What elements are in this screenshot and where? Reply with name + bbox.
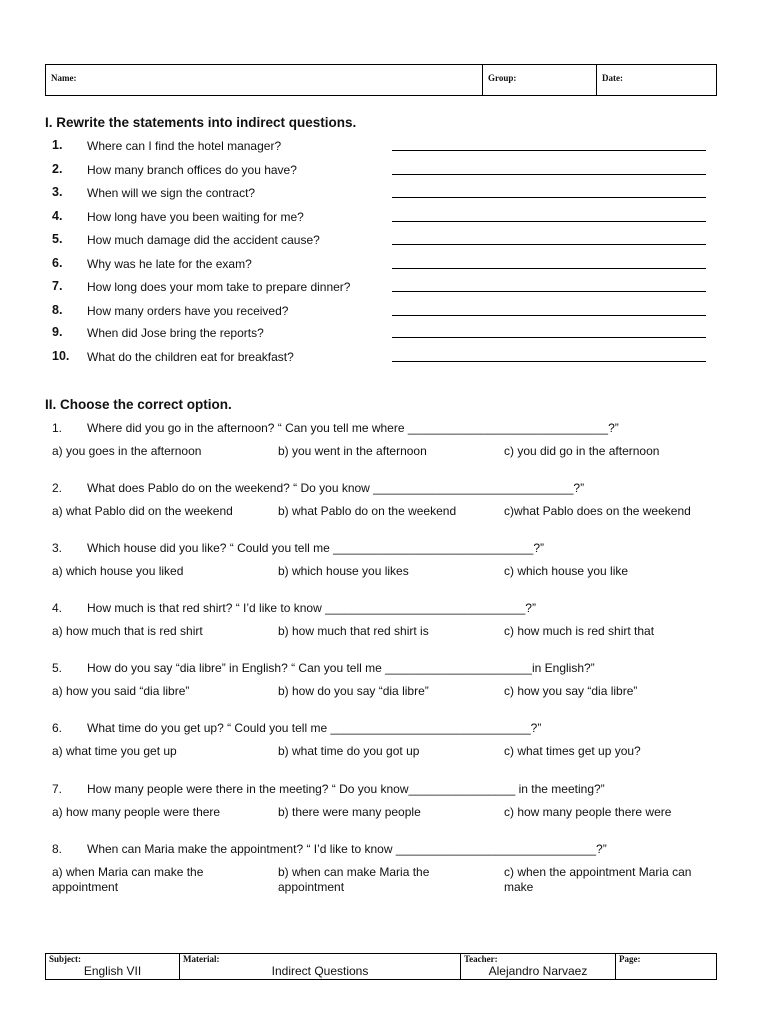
subject-label: Subject: bbox=[49, 954, 81, 964]
date-label: Date: bbox=[602, 73, 623, 83]
question-number: 6. bbox=[52, 255, 63, 270]
answer-line[interactable] bbox=[392, 268, 706, 269]
question-number: 4. bbox=[52, 601, 63, 615]
answer-line[interactable] bbox=[392, 361, 706, 362]
question-number: 1. bbox=[52, 421, 63, 435]
question-stem: When can Maria make the appointment? “ I’d like to know ______________________________?” bbox=[87, 842, 607, 856]
option-a[interactable]: a) which house you liked bbox=[52, 564, 184, 578]
question-stem: What does Pablo do on the weekend? “ Do you know ______________________________?” bbox=[87, 481, 585, 495]
question-number: 10. bbox=[52, 348, 70, 363]
answer-line[interactable] bbox=[392, 244, 706, 245]
answer-line[interactable] bbox=[392, 150, 706, 151]
question-text: What do the children eat for breakfast? bbox=[87, 349, 294, 364]
page-cell bbox=[616, 954, 716, 979]
question-number: 3. bbox=[52, 541, 63, 555]
question-stem: How do you say “dia libre” in English? “ Can you tell me ______________________in English?” bbox=[87, 661, 595, 675]
material-cell bbox=[180, 954, 461, 979]
page-label: Page: bbox=[619, 954, 641, 964]
question-row bbox=[52, 347, 712, 369]
section-1-title: I. Rewrite the statements into indirect questions. bbox=[45, 115, 357, 130]
question-text: When did Jose bring the reports? bbox=[87, 326, 264, 340]
answer-line[interactable] bbox=[392, 197, 706, 198]
teacher-value: Alejandro Narvaez bbox=[488, 964, 588, 978]
question-row bbox=[52, 136, 712, 158]
answer-line[interactable] bbox=[392, 337, 706, 338]
question-text: How long have you been waiting for me? bbox=[87, 209, 304, 224]
question-text: Why was he late for the exam? bbox=[87, 256, 252, 271]
subject-value: English VII bbox=[83, 964, 142, 978]
date-field[interactable] bbox=[597, 65, 716, 95]
question-number: 1. bbox=[52, 138, 63, 152]
group-label: Group: bbox=[488, 73, 517, 83]
option-c[interactable]: c) which house you like bbox=[504, 564, 629, 578]
footer-info-box bbox=[45, 953, 717, 980]
material-value: Indirect Questions bbox=[271, 964, 369, 978]
subject-cell bbox=[46, 954, 180, 979]
option-a[interactable]: a) when Maria can make the appointment bbox=[52, 865, 204, 894]
question-text: When will we sign the contract? bbox=[87, 186, 256, 200]
question-number: 8. bbox=[52, 302, 63, 317]
teacher-label: Teacher: bbox=[464, 954, 498, 964]
name-label: Name: bbox=[51, 73, 77, 83]
question-number: 9. bbox=[52, 325, 63, 339]
question-stem: What time do you get up? “ Could you tell me ______________________________?” bbox=[87, 721, 542, 735]
option-b[interactable]: b) there were many people bbox=[278, 805, 421, 819]
option-a[interactable]: a) what Pablo did on the weekend bbox=[52, 504, 233, 518]
answer-line[interactable] bbox=[392, 221, 706, 222]
option-c[interactable]: c) when the appointment Maria can make bbox=[504, 865, 692, 894]
question-row bbox=[52, 254, 712, 276]
question-text: How long does your mom take to prepare dinner? bbox=[87, 280, 351, 294]
question-number: 2. bbox=[52, 481, 63, 495]
option-c[interactable]: c) what times get up you? bbox=[504, 744, 641, 758]
question-stem: How many people were there in the meeting? “ Do you know________________ in the meeting?” bbox=[87, 782, 605, 796]
name-field[interactable] bbox=[46, 65, 483, 95]
student-info-box bbox=[45, 64, 717, 96]
option-c[interactable]: c) how many people there were bbox=[504, 805, 672, 819]
question-row bbox=[52, 277, 712, 299]
question-number: 4. bbox=[52, 208, 63, 223]
question-number: 5. bbox=[52, 232, 63, 246]
option-a[interactable]: a) how you said “dia libre” bbox=[52, 684, 190, 698]
option-b[interactable]: b) which house you likes bbox=[278, 564, 409, 578]
question-number: 3. bbox=[52, 185, 63, 199]
question-number: 2. bbox=[52, 161, 63, 176]
question-row bbox=[52, 301, 712, 323]
option-b[interactable]: b) you went in the afternoon bbox=[278, 444, 427, 458]
question-number: 5. bbox=[52, 661, 63, 675]
question-text: How much damage did the accident cause? bbox=[87, 233, 320, 247]
option-b[interactable]: b) what time do you got up bbox=[278, 744, 420, 758]
option-c[interactable]: c)what Pablo does on the weekend bbox=[504, 504, 691, 518]
group-field[interactable] bbox=[483, 65, 597, 95]
option-b[interactable]: b) when can make Maria the appointment bbox=[278, 865, 430, 894]
material-label: Material: bbox=[183, 954, 220, 964]
teacher-cell bbox=[461, 954, 616, 979]
option-c[interactable]: c) how you say “dia libre” bbox=[504, 684, 638, 698]
question-stem: Which house did you like? “ Could you tell me ______________________________?” bbox=[87, 541, 545, 555]
question-stem: How much is that red shirt? “ I’d like to know ______________________________?” bbox=[87, 601, 536, 615]
question-number: 7. bbox=[52, 279, 63, 293]
section-2-title: II. Choose the correct option. bbox=[45, 397, 232, 412]
question-text: How many orders have you received? bbox=[87, 303, 289, 318]
question-row bbox=[52, 323, 712, 345]
question-stem: Where did you go in the afternoon? “ Can you tell me where ______________________________?” bbox=[87, 421, 619, 435]
answer-line[interactable] bbox=[392, 174, 706, 175]
option-a[interactable]: a) how many people were there bbox=[52, 805, 221, 819]
question-row bbox=[52, 230, 712, 252]
question-number: 6. bbox=[52, 721, 63, 735]
option-a[interactable]: a) you goes in the afternoon bbox=[52, 444, 202, 458]
option-a[interactable]: a) how much that is red shirt bbox=[52, 624, 203, 638]
question-row bbox=[52, 207, 712, 229]
option-b[interactable]: b) what Pablo do on the weekend bbox=[278, 504, 457, 518]
question-number: 7. bbox=[52, 782, 63, 796]
question-text: Where can I find the hotel manager? bbox=[87, 139, 282, 153]
option-b[interactable]: b) how much that red shirt is bbox=[278, 624, 429, 638]
question-number: 8. bbox=[52, 842, 63, 856]
question-row bbox=[52, 160, 712, 182]
option-a[interactable]: a) what time you get up bbox=[52, 744, 177, 758]
option-b[interactable]: b) how do you say “dia libre” bbox=[278, 684, 429, 698]
question-text: How many branch offices do you have? bbox=[87, 162, 297, 177]
answer-line[interactable] bbox=[392, 315, 706, 316]
option-c[interactable]: c) you did go in the afternoon bbox=[504, 444, 660, 458]
option-c[interactable]: c) how much is red shirt that bbox=[504, 624, 655, 638]
answer-line[interactable] bbox=[392, 291, 706, 292]
question-row bbox=[52, 183, 712, 205]
